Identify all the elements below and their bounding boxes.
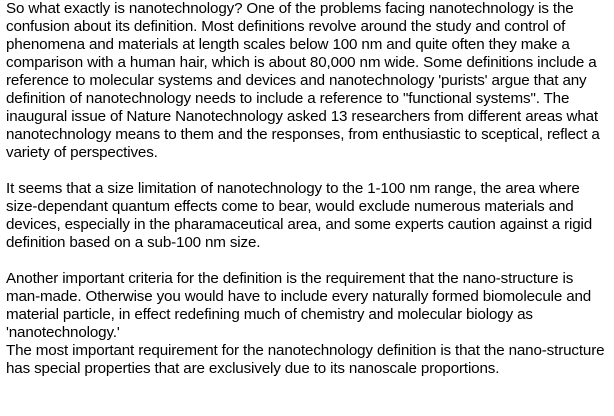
paragraph-definition-problem: So what exactly is nanotechnology? One of the problems facing nanotechnology is the confusion about its definition. Most definitions revolve around the study and control of phenomena and materials at length scales below 100 nm and quite often they make a comparison with a human hair, which is about 80,000 nm wide. Some definitions include a reference to molecular systems and devices and nanotechnology 'purists' argue that any definition of nanotechnology needs to include a reference to "functional systems". The inaugural issue of Nature Nanotechnology asked 13 researchers from different areas what nanotechnology means to them and the responses, from enthusiastic to sceptical, reflect a variety of perspectives. <box>6 0 600 161</box>
document-body <box>6 0 610 378</box>
paragraph-special-properties: The most important requirement for the nanotechnology definition is that the nano-structure has special properties that are exclusively due to its nanoscale proportions. <box>6 342 605 377</box>
paragraph-man-made-criteria: Another important criteria for the definition is the requirement that the nano-structure is man-made. Otherwise you would have to include every naturally formed biomolecule and material particle, in effect redefining much of chemistry and molecular biology as 'nanotechnology.' <box>6 270 592 341</box>
paragraph-size-limitation: It seems that a size limitation of nanotechnology to the 1-100 nm range, the area where size-dependant quantum effects come to bear, would exclude numerous materials and devices, especially in the pharamaceutical area, and some experts caution against a rigid definition based on a sub-100 nm size. <box>6 180 593 251</box>
